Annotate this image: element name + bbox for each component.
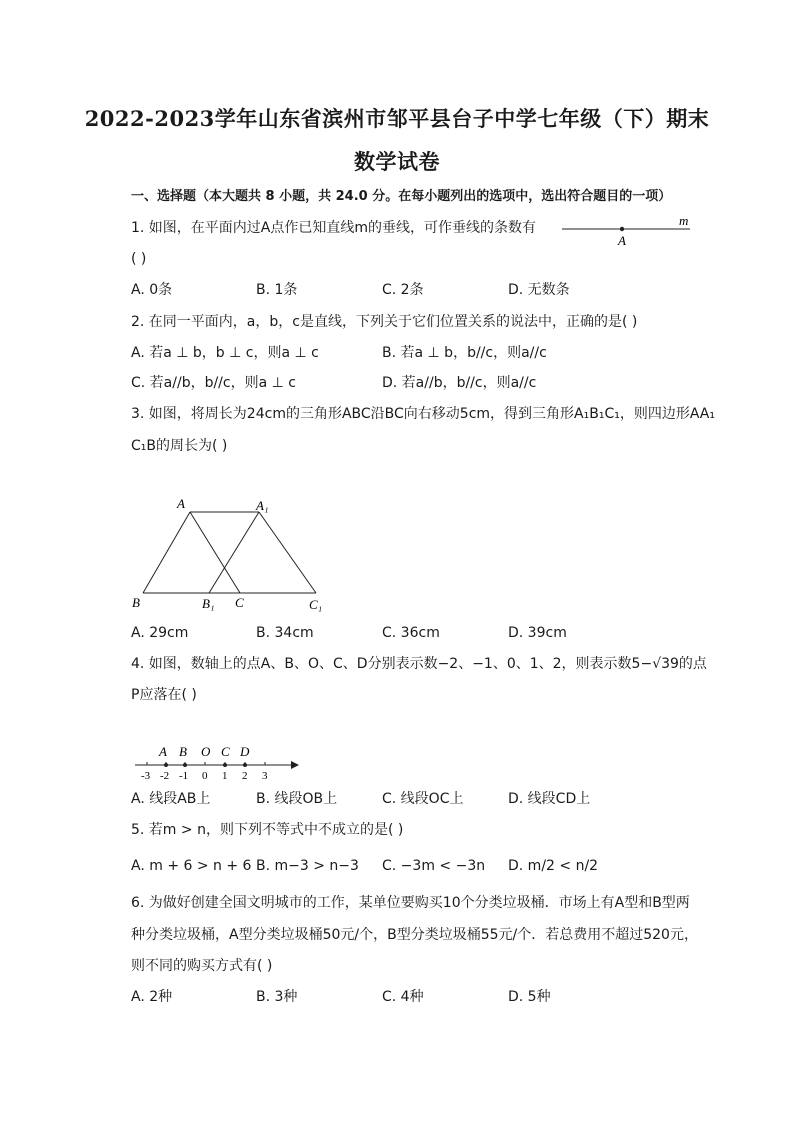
q6-option-a: A. 2种 xyxy=(131,989,173,1005)
q4-option-d: D. 线段CD上 xyxy=(508,791,591,807)
question-6-text: 6. 为做好创建全国文明城市的工作，某单位要购买10个分类垃圾桶．市场上有A型和B型两 xyxy=(131,895,690,911)
point-a xyxy=(164,763,168,767)
label-c: C xyxy=(235,595,244,610)
label-o: O xyxy=(201,744,211,759)
tick-label: -3 xyxy=(141,770,151,782)
q4-option-a: A. 线段AB上 xyxy=(131,791,211,807)
point-c xyxy=(223,763,227,767)
question-3-figure xyxy=(128,492,338,617)
q5-option-b: B. m−3 > n−3 xyxy=(256,858,359,874)
q5-option-d: D. m/2 < n/2 xyxy=(508,858,599,874)
exam-title-line1: 2022-2023学年山东省滨州市邹平县台子中学七年级（下）期末 xyxy=(84,106,710,131)
section-heading: 一、选择题（本大题共 8 小题，共 24.0 分。在每小题列出的选项中，选出符合题目的一项） xyxy=(131,189,672,204)
tick-label: -1 xyxy=(179,770,189,782)
label-c: C xyxy=(221,744,230,759)
q2-option-a: A. 若a ⊥ b，b ⊥ c，则a ⊥ c xyxy=(131,345,319,361)
q5-option-c: C. −3m < −3n xyxy=(382,858,486,874)
q6-option-b: B. 3种 xyxy=(256,989,298,1005)
q3-option-b: B. 34cm xyxy=(256,625,314,641)
q5-option-a: A. m + 6 > n + 6 xyxy=(131,858,252,874)
q1-option-d: D. 无数条 xyxy=(508,282,570,298)
question-3-text: 3. 如图，将周长为24cm的三角形ABC沿BC向右移动5cm，得到三角形A₁B₁C₁，则四边形AA₁ xyxy=(131,406,715,422)
question-4-text: 4. 如图，数轴上的点A、B、O、C、D分别表示数−2、−1、0、1、2，则表示数5−√39的点 xyxy=(131,656,707,672)
question-5-text: 5. 若m > n，则下列不等式中不成立的是( ) xyxy=(131,822,404,838)
question-1-figure xyxy=(558,212,698,248)
point-b xyxy=(183,763,187,767)
label-m: m xyxy=(679,213,689,228)
question-4-text-cont: P应落在( ) xyxy=(131,687,197,703)
question-3-text-cont: C₁B的周长为( ) xyxy=(131,438,228,454)
question-6-text-cont1: 种分类垃圾桶，A型分类垃圾桶50元/个，B型分类垃圾桶55元/个．若总费用不超过520元， xyxy=(131,927,698,943)
label-c1: C₁ xyxy=(309,597,323,612)
exam-title-line2: 数学试卷 xyxy=(354,149,440,174)
q1-option-c: C. 2条 xyxy=(382,282,424,298)
q6-option-d: D. 5种 xyxy=(508,989,551,1005)
q3-option-d: D. 39cm xyxy=(508,625,567,641)
point-d xyxy=(243,763,247,767)
label-a: A xyxy=(177,496,185,511)
label-d: D xyxy=(240,744,250,759)
tick-label: 2 xyxy=(242,770,248,782)
tick-label: 0 xyxy=(202,770,208,782)
q1-option-a: A. 0条 xyxy=(131,282,173,298)
q6-option-c: C. 4种 xyxy=(382,989,424,1005)
q4-option-c: C. 线段OC上 xyxy=(382,791,464,807)
q3-option-c: C. 36cm xyxy=(382,625,440,641)
label-a: A xyxy=(159,744,167,759)
label-a1: A₁ xyxy=(256,498,269,513)
q1-option-b: B. 1条 xyxy=(256,282,298,298)
question-4-number-line xyxy=(131,740,306,782)
q2-option-b: B. 若a ⊥ b，b//c，则a//c xyxy=(382,345,547,361)
tick-label: -2 xyxy=(160,770,170,782)
label-b1: B₁ xyxy=(202,596,215,611)
label-b: B xyxy=(132,595,140,610)
label-b: B xyxy=(179,744,187,759)
question-6-text-cont2: 则不同的购买方式有( ) xyxy=(131,958,273,974)
question-1-paren: ( ) xyxy=(131,251,147,267)
question-1-text: 1. 如图，在平面内过A点作已知直线m的垂线，可作垂线的条数有 xyxy=(131,220,537,236)
tick-label: 3 xyxy=(262,770,268,782)
q4-option-b: B. 线段OB上 xyxy=(256,791,338,807)
q2-option-d: D. 若a//b，b//c，则a//c xyxy=(382,375,537,391)
q3-option-a: A. 29cm xyxy=(131,625,189,641)
tick-label: 1 xyxy=(222,770,228,782)
q2-option-c: C. 若a//b，b//c，则a ⊥ c xyxy=(131,375,296,391)
label-a: A xyxy=(618,233,626,248)
point-a xyxy=(620,227,624,231)
question-2-text: 2. 在同一平面内，a，b，c是直线，下列关于它们位置关系的说法中，正确的是( ) xyxy=(131,314,638,330)
